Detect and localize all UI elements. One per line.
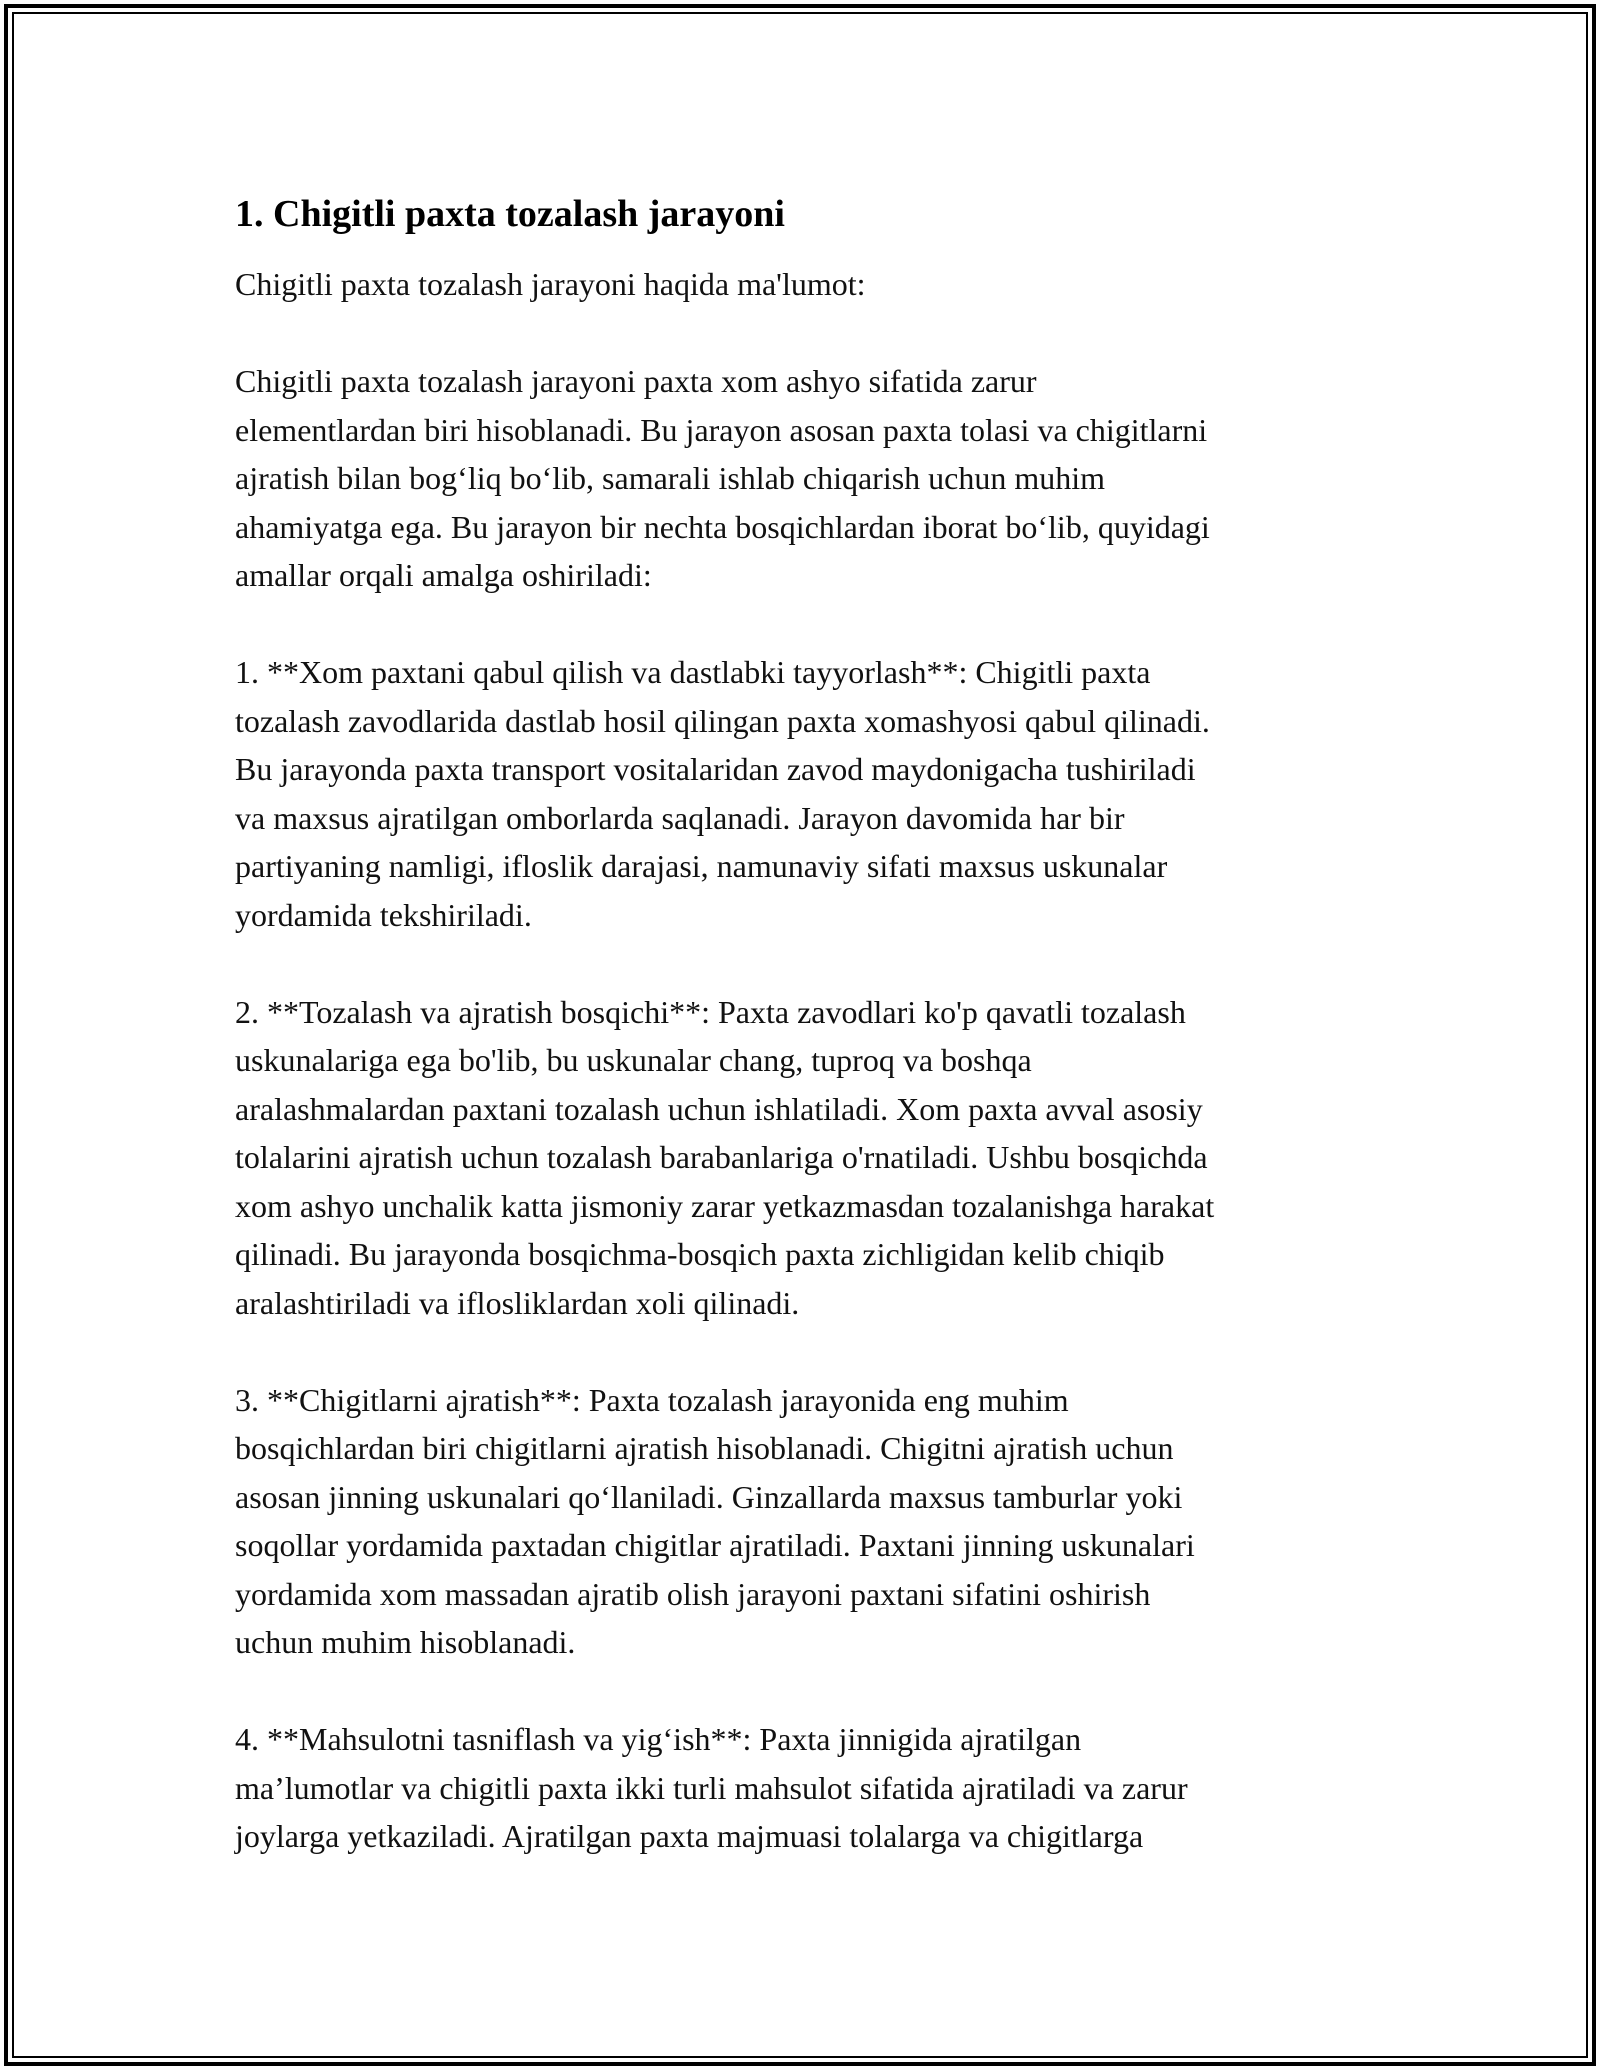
text-line: xom ashyo unchalik katta jismoniy zarar yetkazmasdan tozalanishga harakat bbox=[235, 1187, 1215, 1224]
text-line: asosan jinning uskunalari qo‘llaniladi. Ginzallarda maxsus tamburlar yoki bbox=[235, 1478, 1183, 1515]
text-line: qilinadi. Bu jarayonda bosqichma-bosqich paxta zichligidan kelib chiqib bbox=[235, 1236, 1165, 1272]
text-line: 1. **Xom paxtani qabul qilish va dastlabki tayyorlash**: Chigitli paxta bbox=[235, 654, 1151, 690]
text-line: aralashmalardan paxtani tozalash uchun ishlatiladi. Xom paxta avval asosiy bbox=[235, 1090, 1203, 1127]
text-line: Bu jarayonda paxta transport vositalaridan zavod maydonigacha tushiriladi bbox=[235, 751, 1196, 787]
text-line: bosqichlardan biri chigitlarni ajratish hisoblanadi. Chigitni ajratish uchun bbox=[235, 1430, 1174, 1466]
text-line: tolalarini ajratish uchun tozalash barabanlariga o'rnatiladi. Ushbu bosqichda bbox=[235, 1139, 1208, 1175]
text-line: Chigitli paxta tozalash jarayoni paxta xom ashyo sifatida zarur bbox=[235, 363, 1037, 399]
text-line: amallar orqali amalga oshiriladi: bbox=[235, 557, 652, 593]
text-line: joylarga yetkaziladi. Ajratilgan paxta majmuasi tolalarga va chigitlarga bbox=[235, 1818, 1144, 1854]
text-line: ahamiyatga ega. Bu jarayon bir nechta bosqichlardan iborat bo‘lib, quyidagi bbox=[235, 508, 1210, 545]
text-line: partiyaning namligi, ifloslik darajasi, namunaviy sifati maxsus uskunalar bbox=[235, 848, 1168, 884]
text-line: 3. **Chigitlarni ajratish**: Paxta tozalash jarayonida eng muhim bbox=[235, 1381, 1069, 1418]
text-line: va maxsus ajratilgan omborlarda saqlanadi. Jarayon davomida har bir bbox=[235, 799, 1125, 836]
document-title: 1. Chigitli paxta tozalash jarayoni bbox=[235, 193, 785, 235]
paragraph-step-1 bbox=[235, 648, 1365, 939]
text-line: 4. **Mahsulotni tasniflash va yig‘ish**: Paxta jinnigida ajratilgan bbox=[235, 1721, 1082, 1757]
paragraph-step-2 bbox=[235, 988, 1365, 1328]
text-line: uskunalariga ega bo'lib, bu uskunalar chang, tuproq va boshqa bbox=[235, 1042, 1032, 1078]
text-line: ma’lumotlar va chigitli paxta ikki turli mahsulot sifatida ajratiladi va zarur bbox=[235, 1769, 1188, 1806]
text-line: yordamida xom massadan ajratib olish jarayoni paxtani sifatini oshirish bbox=[235, 1575, 1151, 1612]
paragraph-step-3 bbox=[235, 1376, 1365, 1667]
paragraph-step-4 bbox=[235, 1715, 1365, 1861]
text-line: aralashtiriladi va ifloslikl​ardan xoli qilinadi. bbox=[235, 1284, 800, 1321]
text-line: ajratish bilan bog‘liq bo‘lib, samarali ishlab chiqarish uchun muhim bbox=[235, 460, 1106, 496]
text-line: soqollar yordamida paxtadan chigitlar ajratiladi. Paxtani jinning uskunalari bbox=[235, 1527, 1195, 1563]
document-body bbox=[235, 180, 1365, 1909]
text-line: 2. **Tozalash va ajratish bosqichi**: Paxta zavodlari ko'p qavatli tozalash bbox=[235, 993, 1186, 1030]
paragraph-overview bbox=[235, 357, 1365, 600]
text-line: tozalash zavodlarida dastlab hosil qilingan paxta xomashyosi qabul qilinadi. bbox=[235, 702, 1210, 739]
text-line: yordamida tekshiriladi. bbox=[235, 896, 532, 933]
text-line: uchun muhim hisoblanadi. bbox=[235, 1624, 576, 1660]
text-line: elementlardan biri hisoblanadi. Bu jarayon asosan paxta tolasi va chigitlarni bbox=[235, 411, 1208, 448]
intro-line: Chigitli paxta tozalash jarayoni haqida ma'lumot: bbox=[235, 266, 866, 302]
intro-paragraph bbox=[235, 260, 1365, 309]
